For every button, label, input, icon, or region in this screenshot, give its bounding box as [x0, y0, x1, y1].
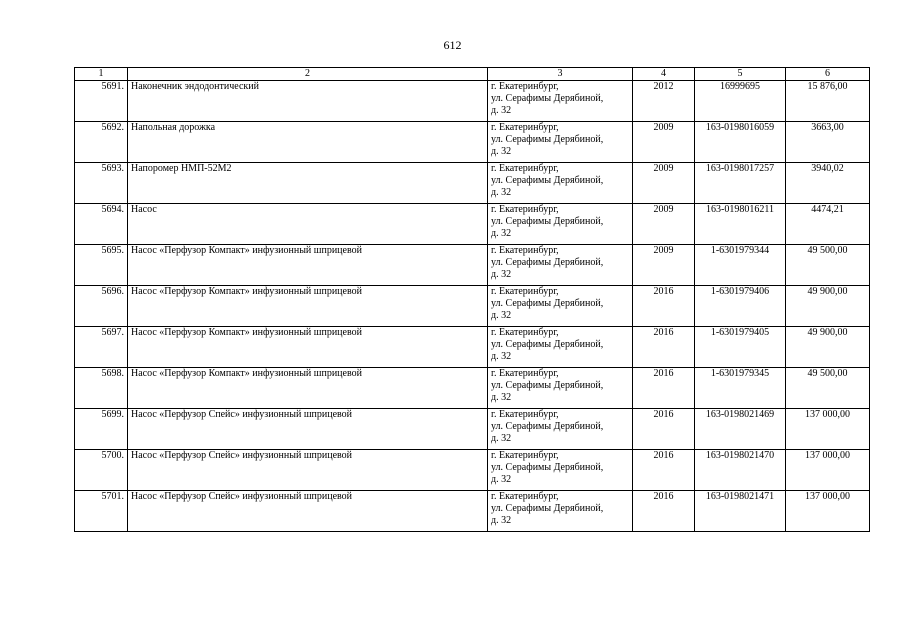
item-name: Напоромер НМП-52М2 — [128, 163, 488, 204]
item-address — [488, 163, 633, 204]
table-row — [75, 81, 870, 122]
table-row — [75, 245, 870, 286]
address-line: ул. Серафимы Дерябиной, — [491, 93, 604, 104]
address-line: д. 32 — [491, 187, 512, 198]
row-number: 5699. — [75, 409, 128, 450]
table-row — [75, 204, 870, 245]
address-line: ул. Серафимы Дерябиной, — [491, 462, 604, 473]
address-line: д. 32 — [491, 310, 512, 321]
item-cost: 3663,00 — [786, 122, 870, 163]
item-year: 2009 — [633, 204, 695, 245]
item-address — [488, 409, 633, 450]
address-line: ул. Серафимы Дерябиной, — [491, 339, 604, 350]
item-name: Насос «Перфузор Спейс» инфузионный шприцевой — [128, 491, 488, 532]
table-row — [75, 409, 870, 450]
table-row — [75, 368, 870, 409]
table-row — [75, 327, 870, 368]
item-name: Наконечник эндодонтический — [128, 81, 488, 122]
row-number: 5692. — [75, 122, 128, 163]
inventory-number: 163-0198021471 — [695, 491, 786, 532]
column-header: 1 — [75, 68, 128, 81]
row-number: 5695. — [75, 245, 128, 286]
item-address — [488, 245, 633, 286]
item-year: 2009 — [633, 122, 695, 163]
item-year: 2016 — [633, 409, 695, 450]
address-line: ул. Серафимы Дерябиной, — [491, 421, 604, 432]
inventory-number: 1-6301979344 — [695, 245, 786, 286]
row-number: 5694. — [75, 204, 128, 245]
table-body — [75, 81, 870, 532]
address-line: г. Екатеринбург, — [491, 163, 559, 174]
item-year: 2016 — [633, 368, 695, 409]
item-year: 2016 — [633, 450, 695, 491]
item-address — [488, 368, 633, 409]
item-year: 2016 — [633, 491, 695, 532]
row-number: 5701. — [75, 491, 128, 532]
inventory-number: 16999695 — [695, 81, 786, 122]
item-address — [488, 327, 633, 368]
address-line: д. 32 — [491, 474, 512, 485]
address-line: д. 32 — [491, 105, 512, 116]
row-number: 5698. — [75, 368, 128, 409]
address-line: д. 32 — [491, 433, 512, 444]
address-line: д. 32 — [491, 392, 512, 403]
item-cost: 49 500,00 — [786, 368, 870, 409]
column-header: 4 — [633, 68, 695, 81]
inventory-number: 1-6301979345 — [695, 368, 786, 409]
inventory-number: 1-6301979405 — [695, 327, 786, 368]
address-line: г. Екатеринбург, — [491, 204, 559, 215]
registry-table — [74, 67, 870, 532]
row-number: 5696. — [75, 286, 128, 327]
address-line: д. 32 — [491, 228, 512, 239]
header-row — [75, 68, 870, 81]
item-address — [488, 122, 633, 163]
row-number: 5691. — [75, 81, 128, 122]
address-line: г. Екатеринбург, — [491, 491, 559, 502]
address-line: ул. Серафимы Дерябиной, — [491, 298, 604, 309]
inventory-number: 1-6301979406 — [695, 286, 786, 327]
item-cost: 4474,21 — [786, 204, 870, 245]
row-number: 5700. — [75, 450, 128, 491]
address-line: ул. Серафимы Дерябиной, — [491, 503, 604, 514]
inventory-number: 163-0198016059 — [695, 122, 786, 163]
address-line: г. Екатеринбург, — [491, 368, 559, 379]
column-header: 6 — [786, 68, 870, 81]
item-cost: 137 000,00 — [786, 450, 870, 491]
table-row — [75, 122, 870, 163]
column-header: 3 — [488, 68, 633, 81]
item-cost: 49 900,00 — [786, 286, 870, 327]
address-line: г. Екатеринбург, — [491, 327, 559, 338]
column-header: 5 — [695, 68, 786, 81]
item-name: Насос «Перфузор Спейс» инфузионный шприцевой — [128, 409, 488, 450]
item-year: 2016 — [633, 286, 695, 327]
inventory-number: 163-0198016211 — [695, 204, 786, 245]
item-cost: 49 500,00 — [786, 245, 870, 286]
item-name: Насос «Перфузор Компакт» инфузионный шприцевой — [128, 286, 488, 327]
item-cost: 15 876,00 — [786, 81, 870, 122]
table-row — [75, 491, 870, 532]
row-number: 5693. — [75, 163, 128, 204]
row-number: 5697. — [75, 327, 128, 368]
item-name: Напольная дорожка — [128, 122, 488, 163]
address-line: г. Екатеринбург, — [491, 81, 559, 92]
item-year: 2009 — [633, 245, 695, 286]
address-line: г. Екатеринбург, — [491, 450, 559, 461]
address-line: ул. Серафимы Дерябиной, — [491, 134, 604, 145]
inventory-number: 163-0198021469 — [695, 409, 786, 450]
item-address — [488, 204, 633, 245]
table-row — [75, 450, 870, 491]
item-name: Насос «Перфузор Компакт» инфузионный шприцевой — [128, 368, 488, 409]
address-line: д. 32 — [491, 515, 512, 526]
address-line: г. Екатеринбург, — [491, 245, 559, 256]
page-number: 612 — [443, 38, 462, 52]
item-cost: 3940,02 — [786, 163, 870, 204]
item-address — [488, 286, 633, 327]
item-name: Насос «Перфузор Компакт» инфузионный шприцевой — [128, 327, 488, 368]
item-cost: 137 000,00 — [786, 409, 870, 450]
item-address — [488, 81, 633, 122]
item-year: 2012 — [633, 81, 695, 122]
item-cost: 137 000,00 — [786, 491, 870, 532]
item-name: Насос «Перфузор Спейс» инфузионный шприцевой — [128, 450, 488, 491]
item-year: 2009 — [633, 163, 695, 204]
item-name: Насос «Перфузор Компакт» инфузионный шприцевой — [128, 245, 488, 286]
address-line: г. Екатеринбург, — [491, 409, 559, 420]
table-header — [75, 68, 870, 81]
address-line: ул. Серафимы Дерябиной, — [491, 380, 604, 391]
address-line: ул. Серафимы Дерябиной, — [491, 216, 604, 227]
item-year: 2016 — [633, 327, 695, 368]
table-row — [75, 286, 870, 327]
address-line: г. Екатеринбург, — [491, 286, 559, 297]
address-line: ул. Серафимы Дерябиной, — [491, 175, 604, 186]
inventory-number: 163-0198021470 — [695, 450, 786, 491]
address-line: д. 32 — [491, 351, 512, 362]
item-address — [488, 450, 633, 491]
item-name: Насос — [128, 204, 488, 245]
address-line: д. 32 — [491, 269, 512, 280]
address-line: д. 32 — [491, 146, 512, 157]
column-header: 2 — [128, 68, 488, 81]
table-row — [75, 163, 870, 204]
address-line: ул. Серафимы Дерябиной, — [491, 257, 604, 268]
item-address — [488, 491, 633, 532]
item-cost: 49 900,00 — [786, 327, 870, 368]
inventory-number: 163-0198017257 — [695, 163, 786, 204]
address-line: г. Екатеринбург, — [491, 122, 559, 133]
